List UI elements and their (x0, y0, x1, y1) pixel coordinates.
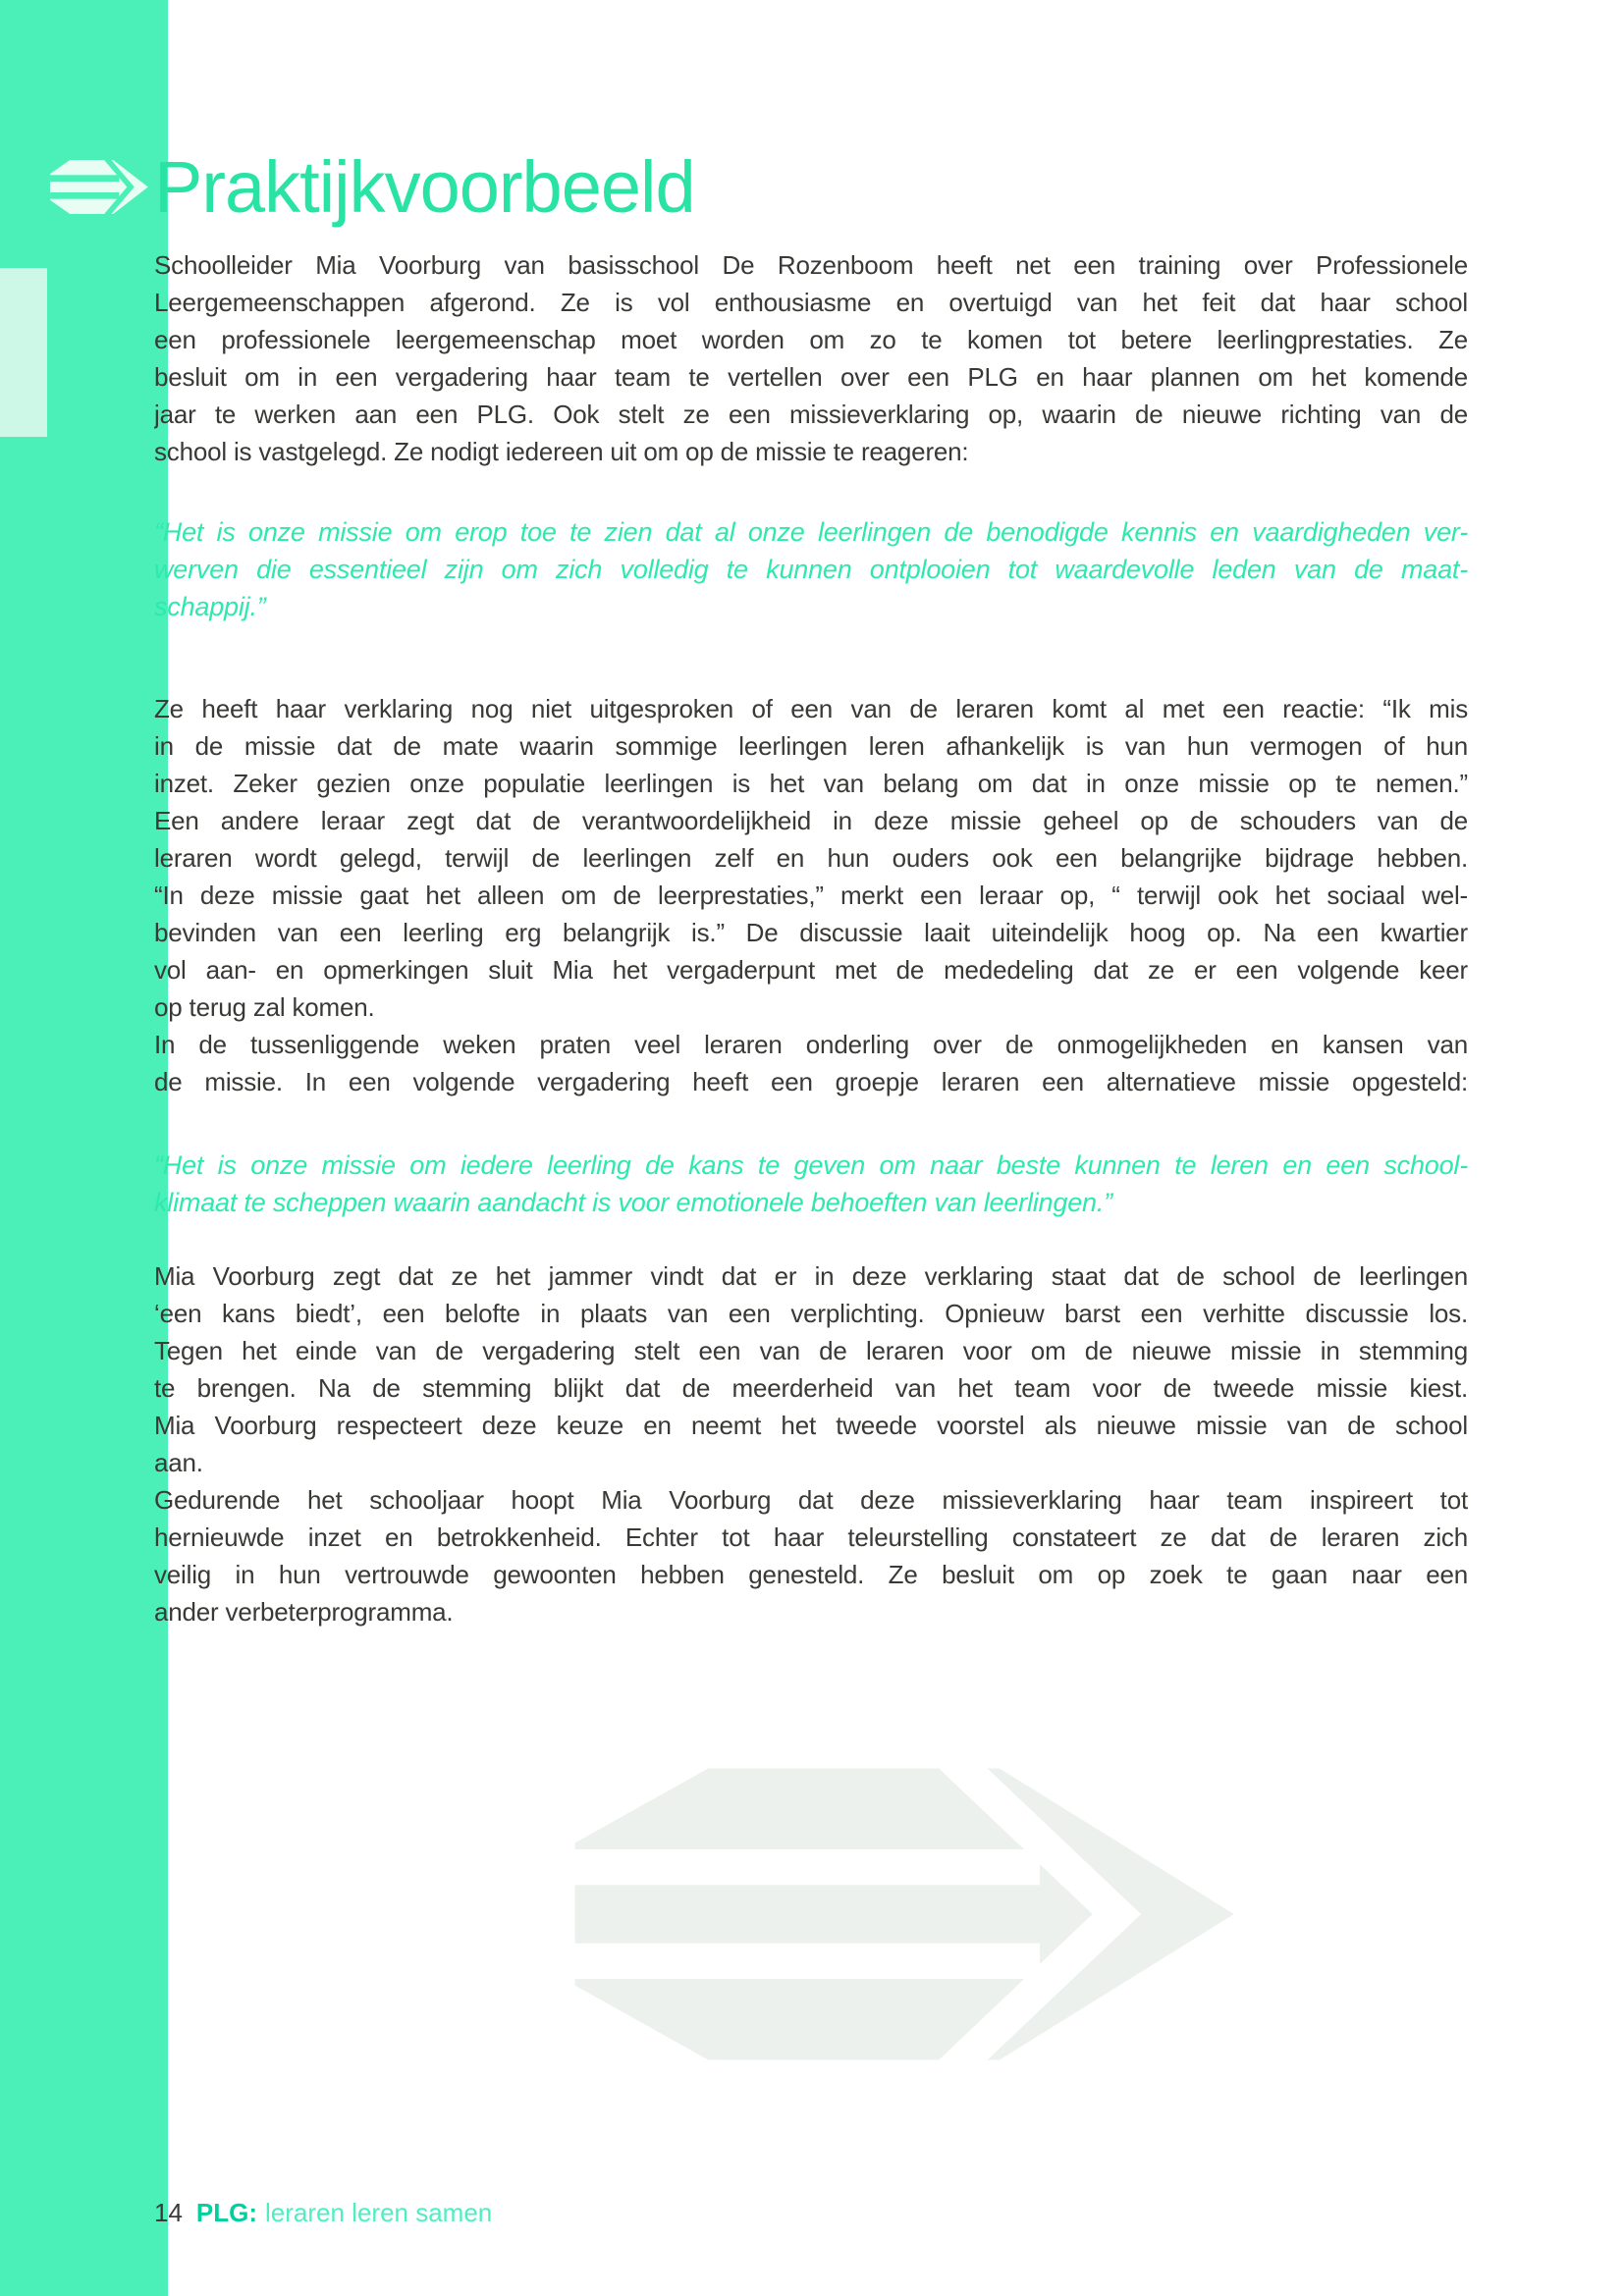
sidebar-accent-square (0, 268, 47, 437)
text-line: bevinden van een leerling erg belangrijk is.” De discussie laait uiteindelijk hoog op. Na een kwartier (154, 918, 1468, 947)
footer-book-title-bold: PLG: (195, 2198, 258, 2227)
text-line: Tegen het einde van de vergadering stelt een van de leraren voor om de nieuwe missie in stemming (154, 1336, 1468, 1365)
page-number: 14 (154, 2198, 183, 2227)
outcome-paragraph (154, 1257, 1468, 1630)
text-line: Mia Voorburg zegt dat ze het jammer vindt dat er in deze verklaring staat dat de school de leerlingen (154, 1261, 1468, 1291)
text-line: hernieuwde inzet en betrokkenheid. Echter tot haar teleurstelling constateert ze dat de leraren zich (154, 1522, 1468, 1552)
discussion-paragraph (154, 690, 1468, 1100)
text-line: in de missie dat de mate waarin sommige leerlingen leren afhankelijk is van hun vermogen of hun (154, 731, 1468, 761)
content-blocks (154, 0, 1468, 1630)
text-line: ander verbeterprogramma. (154, 1597, 454, 1627)
text-line: werven die essentieel zijn om zich volledig te kunnen ontplooien tot waardevolle leden van de maat- (154, 555, 1468, 584)
text-line: “In deze missie gaat het alleen om de leerprestaties,” merkt een leraar op, “ terwijl ook het sociaal wel- (154, 881, 1468, 910)
text-line: In de tussenliggende weken praten veel leraren onderling over de onmogelijkheden en kansen van (154, 1030, 1468, 1059)
text-line: “Het is onze missie om erop toe te zien dat al onze leerlingen de benodigde kennis en vaardigheden ver- (154, 517, 1468, 547)
footer-book-title-rest: leraren leren samen (265, 2198, 493, 2227)
text-line: aan. (154, 1448, 203, 1477)
first-mission-quote (154, 513, 1468, 625)
text-line: te brengen. Na de stemming blijkt dat de meerderheid van het team voor de tweede missie kiest. (154, 1373, 1468, 1403)
text-line: klimaat te scheppen waarin aandacht is voor emotionele behoeften van leerlingen.” (154, 1188, 1112, 1217)
page-footer (154, 2197, 492, 2228)
text-line: veilig in hun vertrouwde gewoonten hebben genesteld. Ze besluit om op zoek te gaan naar een (154, 1560, 1468, 1589)
text-line: besluit om in een vergadering haar team te vertellen over een PLG en haar plannen om het komende (154, 362, 1468, 392)
text-line: Gedurende het schooljaar hoopt Mia Voorburg dat deze missieverklaring haar team inspireert tot (154, 1485, 1468, 1515)
text-line: vol aan- en opmerkingen sluit Mia het vergaderpunt met de mededeling dat ze er een volgende keer (154, 955, 1468, 985)
text-line: Mia Voorburg respecteert deze keuze en neemt het tweede voorstel als nieuwe missie van de school (154, 1411, 1468, 1440)
pen-arrow-icon (47, 157, 149, 217)
text-line: de missie. In een volgende vergadering heeft een groepje leraren een alternatieve missie opgesteld: (154, 1067, 1468, 1096)
text-line: een professionele leergemeenschap moet worden om zo te komen tot betere leerlingprestaties. Ze (154, 325, 1468, 354)
text-line: jaar te werken aan een PLG. Ook stelt ze een missieverklaring op, waarin de nieuwe richting van de (154, 400, 1468, 429)
text-line: “Het is onze missie om iedere leerling de kans te geven om naar beste kunnen te leren en een school- (154, 1150, 1468, 1180)
second-mission-quote (154, 1147, 1468, 1221)
text-line: inzet. Zeker gezien onze populatie leerlingen is het van belang om dat in onze missie op te nemen.” (154, 769, 1468, 798)
text-line: Ze heeft haar verklaring nog niet uitgesproken of een van de leraren komt al met een reactie: “Ik mis (154, 694, 1468, 723)
text-line: ‘een kans biedt’, een belofte in plaats van een verplichting. Opnieuw barst een verhitte discussie los. (154, 1299, 1468, 1328)
text-line: Schoolleider Mia Voorburg van basisschool De Rozenboom heeft net een training over Professionele (154, 250, 1468, 280)
text-line: schappij.” (154, 592, 266, 621)
text-line: school is vastgelegd. Ze nodigt iedereen uit om op de missie te reageren: (154, 437, 969, 466)
pen-arrow-watermark-icon (555, 1752, 1242, 2076)
text-line: Leergemeenschappen afgerond. Ze is vol enthousiasme en overtuigd van het feit dat haar school (154, 288, 1468, 317)
text-line: op terug zal komen. (154, 992, 375, 1022)
intro-paragraph (154, 246, 1468, 470)
text-line: leraren wordt gelegd, terwijl de leerlingen zelf en hun ouders ook een belangrijke bijdrage hebben. (154, 843, 1468, 873)
page-title: Praktijkvoorbeeld (154, 146, 695, 228)
text-line: Een andere leraar zegt dat de verantwoordelijkheid in deze missie geheel op de schouders van de (154, 806, 1468, 835)
